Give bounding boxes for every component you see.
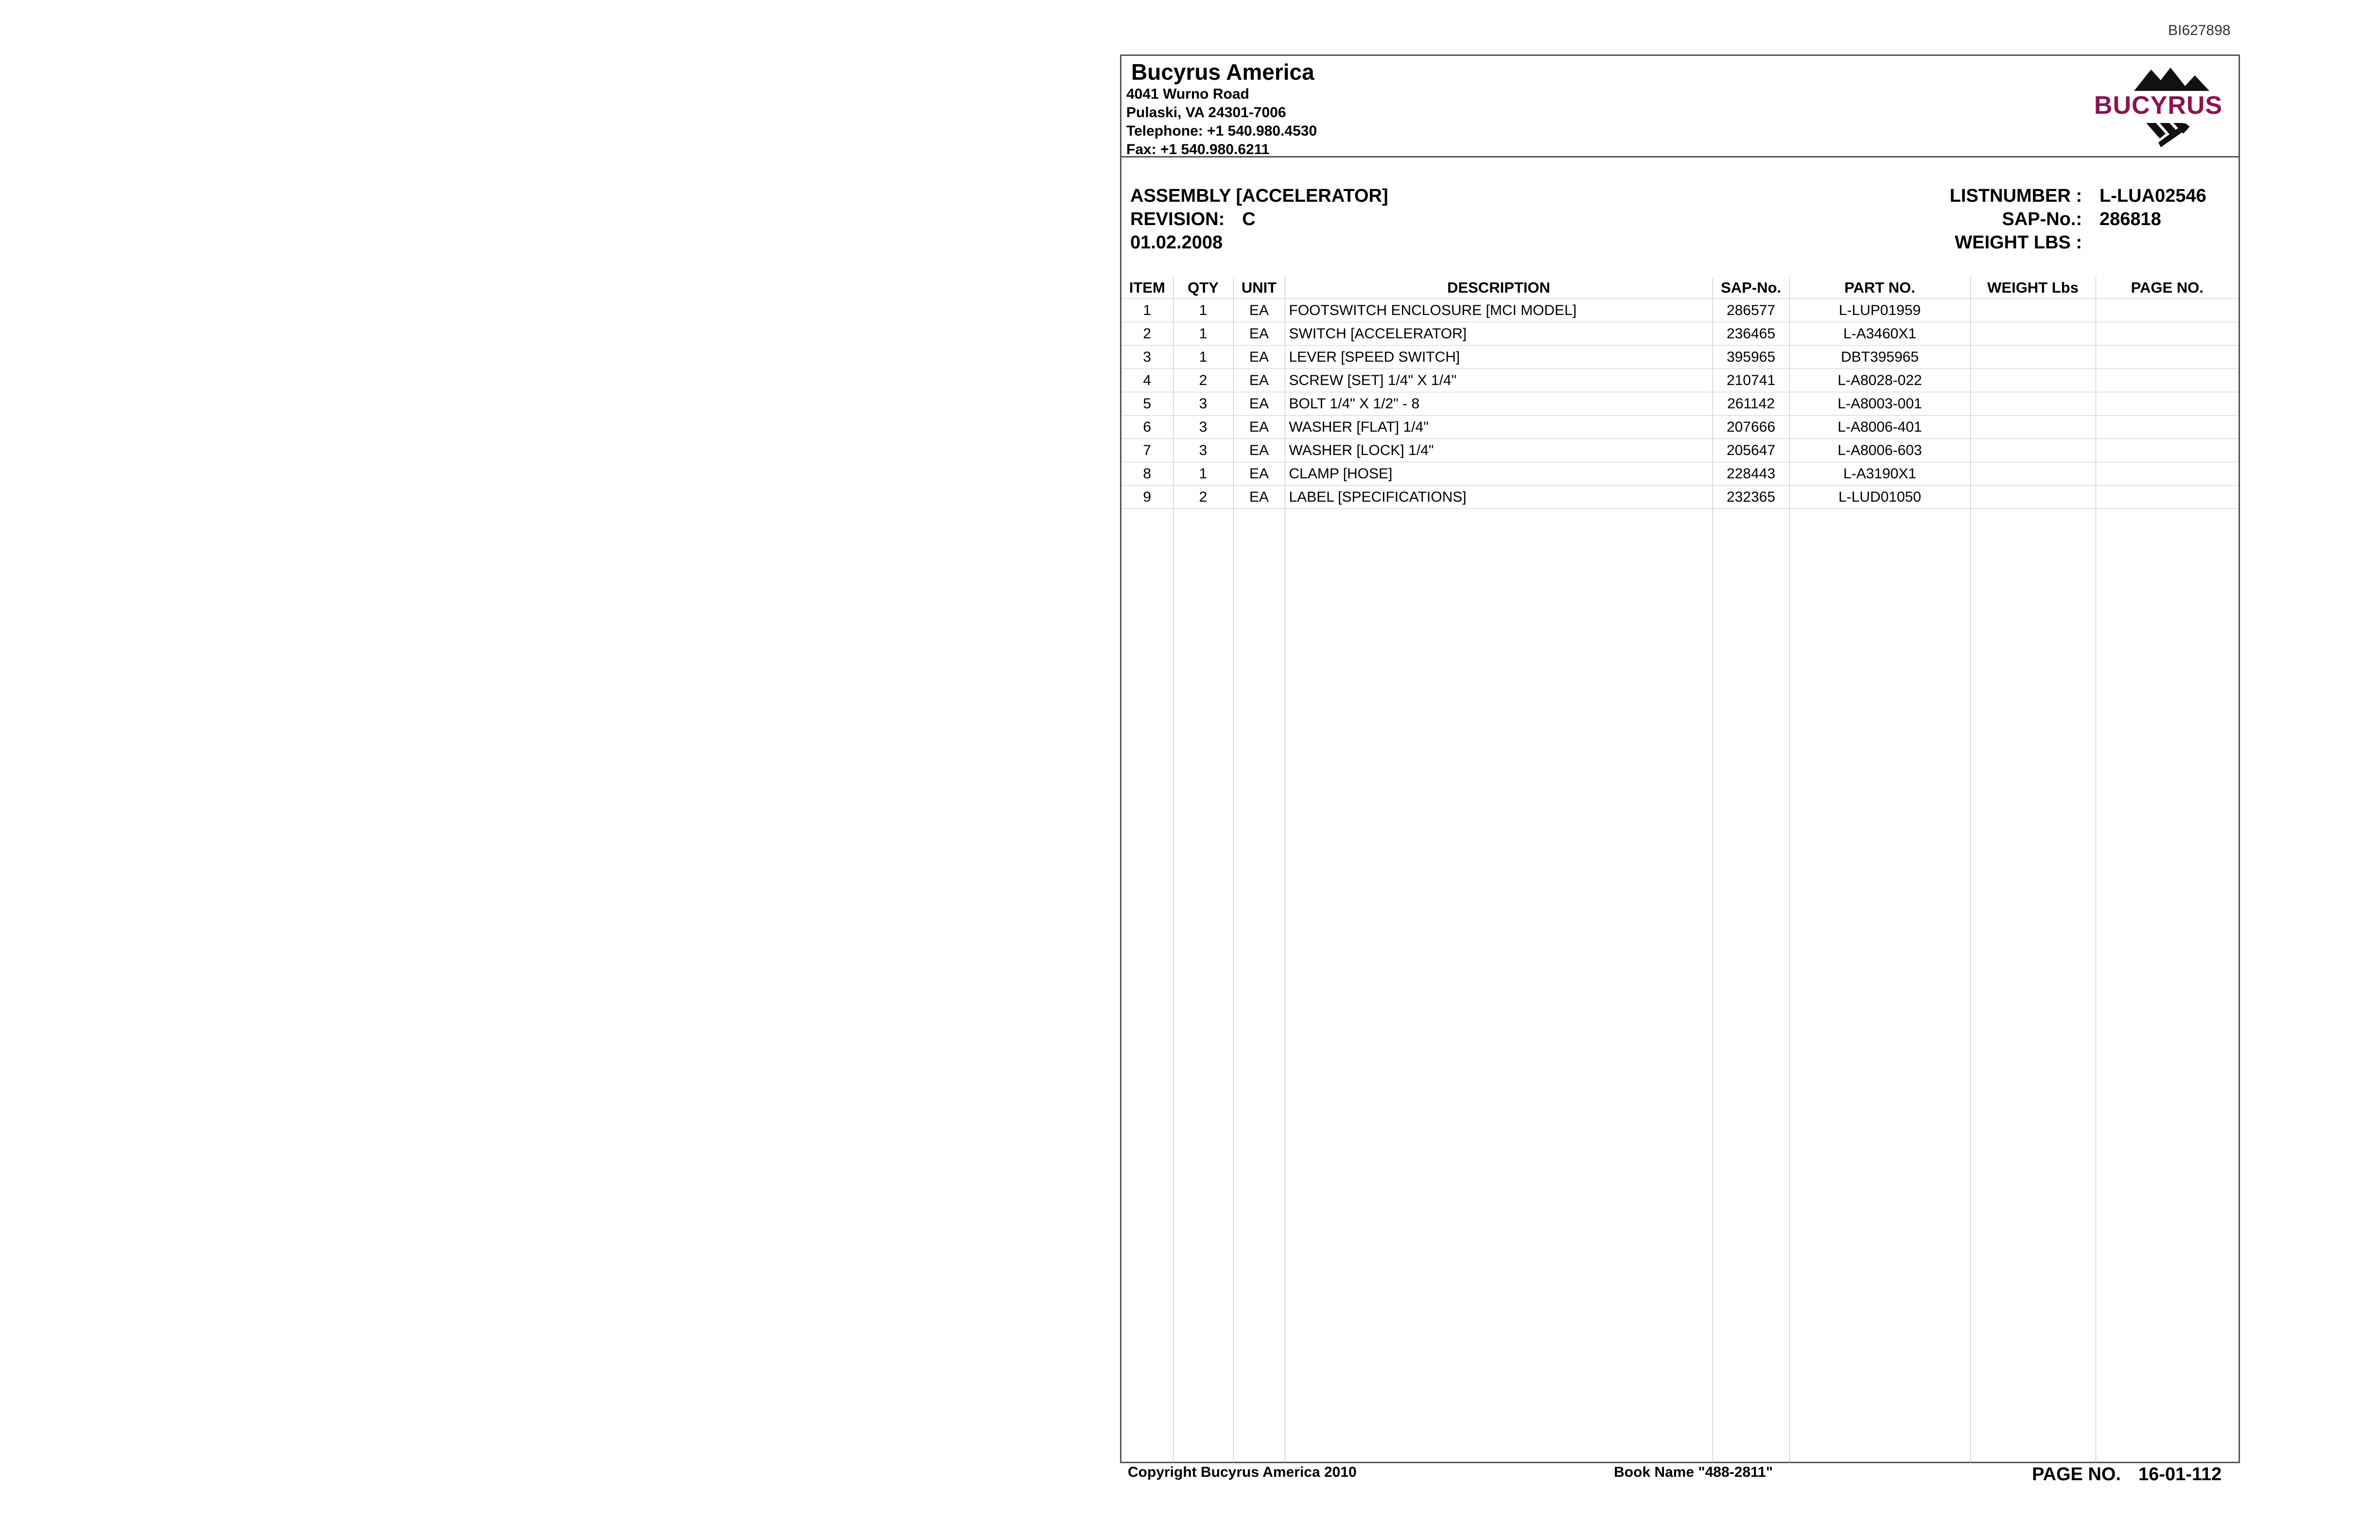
sap-row	[1926, 208, 2226, 231]
qty-cell: 1	[1173, 299, 1233, 322]
part-no-cell: L-A8028-022	[1789, 369, 1970, 392]
table-row	[1121, 299, 2239, 322]
qty-cell: 3	[1173, 416, 1233, 439]
part-no-cell: L-A3190X1	[1789, 462, 1970, 486]
unit-cell: EA	[1233, 416, 1285, 439]
weight-cell	[1970, 322, 2096, 346]
page-no-cell	[2096, 439, 2239, 462]
weight-cell	[1970, 462, 2096, 486]
bucyrus-logo	[2088, 61, 2229, 153]
column-header-qty: QTY	[1173, 277, 1233, 299]
qty-cell: 2	[1173, 369, 1233, 392]
qty-cell: 1	[1173, 462, 1233, 486]
description-cell: FOOTSWITCH ENCLOSURE [MCI MODEL]	[1285, 299, 1713, 322]
revision-line	[1130, 208, 1388, 231]
sap-no-cell: 228443	[1713, 462, 1789, 486]
table-row	[1121, 346, 2239, 369]
weight-row	[1926, 231, 2226, 254]
description-cell: LABEL [SPECIFICATIONS]	[1285, 486, 1713, 509]
item-cell: 7	[1121, 439, 1173, 462]
listnumber-value: L-LUA02546	[2100, 186, 2206, 206]
item-cell: 6	[1121, 416, 1173, 439]
page-no-cell	[2096, 486, 2239, 509]
logo-wordmark: BUCYRUS	[2094, 91, 2223, 120]
page-number-label: PAGE NO.	[2032, 1464, 2121, 1485]
table-row	[1121, 416, 2239, 439]
unit-cell: EA	[1233, 322, 1285, 346]
part-no-cell: L-A8006-401	[1789, 416, 1970, 439]
sap-no-cell: 286577	[1713, 299, 1789, 322]
company-name: Bucyrus America	[1131, 59, 1314, 85]
sap-no-cell: 207666	[1713, 416, 1789, 439]
weight-cell	[1970, 416, 2096, 439]
unit-cell: EA	[1233, 299, 1285, 322]
unit-cell: EA	[1233, 439, 1285, 462]
table-row	[1121, 392, 2239, 416]
table-row	[1121, 462, 2239, 486]
company-address-line-2: Pulaski, VA 24301-7006	[1126, 105, 1286, 121]
listnumber-label: LISTNUMBER :	[1949, 186, 2082, 206]
item-cell: 3	[1121, 346, 1173, 369]
unit-cell: EA	[1233, 462, 1285, 486]
page-no-cell	[2096, 346, 2239, 369]
part-no-cell: DBT395965	[1789, 346, 1970, 369]
weight-cell	[1970, 369, 2096, 392]
weight-value	[2082, 231, 2226, 254]
qty-cell: 1	[1173, 322, 1233, 346]
sap-label: SAP-No.:	[2002, 209, 2082, 229]
item-cell: 2	[1121, 322, 1173, 346]
company-block	[1126, 59, 1317, 159]
footer-book-name: Book Name "488-2811"	[1614, 1464, 1773, 1480]
parts-table-wrapper	[1121, 277, 2239, 1463]
item-cell: 5	[1121, 392, 1173, 416]
company-telephone: Telephone: +1 540.980.4530	[1126, 123, 1317, 139]
qty-cell: 3	[1173, 392, 1233, 416]
description-cell: SWITCH [ACCELERATOR]	[1285, 322, 1713, 346]
weight-label: WEIGHT LBS :	[1955, 232, 2082, 253]
column-header-page-no: PAGE NO.	[2096, 277, 2239, 299]
part-no-cell: L-LUD01050	[1789, 486, 1970, 509]
unit-cell: EA	[1233, 346, 1285, 369]
description-cell: CLAMP [HOSE]	[1285, 462, 1713, 486]
unit-cell: EA	[1233, 392, 1285, 416]
unit-cell: EA	[1233, 369, 1285, 392]
column-header-item: ITEM	[1121, 277, 1173, 299]
description-cell: LEVER [SPEED SWITCH]	[1285, 346, 1713, 369]
parts-list-sheet	[1120, 54, 2240, 1463]
weight-cell	[1970, 392, 2096, 416]
page-number-value: 16-01-112	[2138, 1464, 2222, 1485]
column-header-unit: UNIT	[1233, 277, 1285, 299]
table-header-row	[1121, 277, 2239, 299]
assembly-title: ASSEMBLY [ACCELERATOR]	[1130, 186, 1388, 206]
table-row	[1121, 369, 2239, 392]
assembly-date: 01.02.2008	[1130, 232, 1223, 253]
footer-copyright: Copyright Bucyrus America 2010	[1128, 1464, 1357, 1480]
header-divider	[1121, 156, 2239, 158]
part-no-cell: L-A8006-603	[1789, 439, 1970, 462]
weight-cell	[1970, 439, 2096, 462]
page-no-cell	[2096, 392, 2239, 416]
page-no-cell	[2096, 462, 2239, 486]
listnumber-row	[1926, 184, 2226, 208]
weight-cell	[1970, 299, 2096, 322]
sap-no-cell: 395965	[1713, 346, 1789, 369]
qty-cell: 3	[1173, 439, 1233, 462]
table-row	[1121, 439, 2239, 462]
sap-no-cell: 232365	[1713, 486, 1789, 509]
unit-cell: EA	[1233, 486, 1285, 509]
description-cell: WASHER [LOCK] 1/4"	[1285, 439, 1713, 462]
company-address-line-1: 4041 Wurno Road	[1126, 86, 1249, 102]
list-meta-block	[1926, 184, 2226, 254]
parts-table	[1121, 277, 2239, 1463]
sap-no-cell: 205647	[1713, 439, 1789, 462]
assembly-block	[1130, 184, 1388, 254]
column-header-part-no: PART NO.	[1789, 277, 1970, 299]
part-no-cell: L-A8003-001	[1789, 392, 1970, 416]
part-no-cell: L-A3460X1	[1789, 322, 1970, 346]
page-no-cell	[2096, 416, 2239, 439]
item-cell: 1	[1121, 299, 1173, 322]
table-row	[1121, 486, 2239, 509]
table-row	[1121, 322, 2239, 346]
sap-no-cell: 210741	[1713, 369, 1789, 392]
part-no-cell: L-LUP01959	[1789, 299, 1970, 322]
document-id: BI627898	[2168, 22, 2231, 38]
column-header-weight: WEIGHT Lbs	[1970, 277, 2096, 299]
column-header-sap-no: SAP-No.	[1713, 277, 1789, 299]
revision-label: REVISION:	[1130, 209, 1225, 229]
column-header-description: DESCRIPTION	[1285, 277, 1713, 299]
item-cell: 8	[1121, 462, 1173, 486]
revision-value: C	[1242, 209, 1256, 229]
page-no-cell	[2096, 299, 2239, 322]
qty-cell: 1	[1173, 346, 1233, 369]
company-fax: Fax: +1 540.980.6211	[1126, 141, 1270, 158]
table-empty-space	[1121, 509, 2239, 1464]
description-cell: SCREW [SET] 1/4" X 1/4"	[1285, 369, 1713, 392]
weight-cell	[1970, 486, 2096, 509]
page-no-cell	[2096, 369, 2239, 392]
footer-page-number	[2032, 1464, 2222, 1485]
sap-no-cell: 236465	[1713, 322, 1789, 346]
description-cell: WASHER [FLAT] 1/4"	[1285, 416, 1713, 439]
item-cell: 9	[1121, 486, 1173, 509]
page-no-cell	[2096, 322, 2239, 346]
qty-cell: 2	[1173, 486, 1233, 509]
sap-value: 286818	[2100, 209, 2161, 229]
item-cell: 4	[1121, 369, 1173, 392]
description-cell: BOLT 1/4" X 1/2" - 8	[1285, 392, 1713, 416]
sap-no-cell: 261142	[1713, 392, 1789, 416]
weight-cell	[1970, 346, 2096, 369]
